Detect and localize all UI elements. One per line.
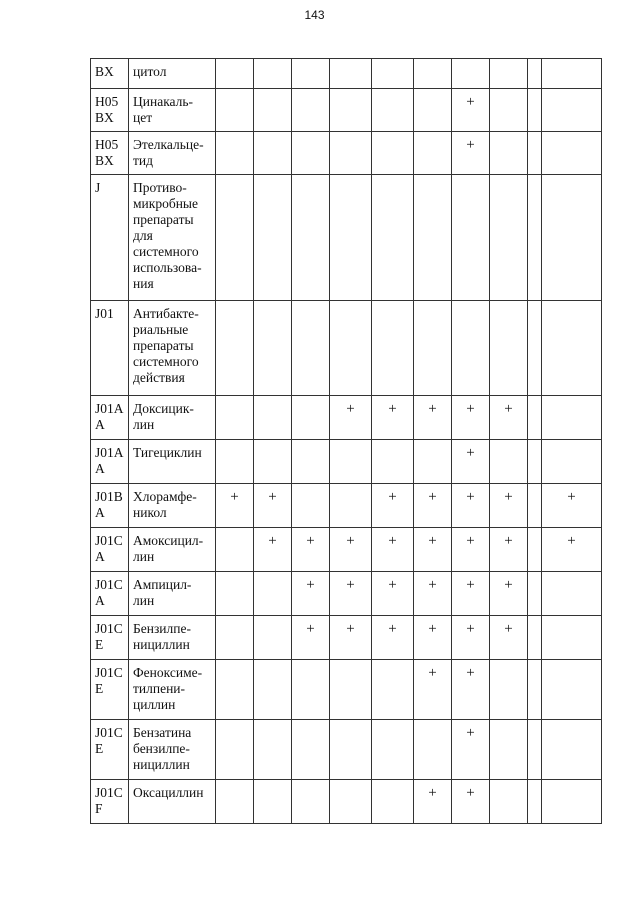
mark-cell: [254, 660, 292, 720]
plus-mark: +: [346, 621, 355, 637]
mark-cell: [292, 572, 330, 616]
plus-mark: +: [230, 489, 239, 505]
mark-cell: [528, 440, 542, 484]
drug-name-cell: [129, 175, 216, 301]
mark-cell: [542, 720, 602, 780]
mark-cell: [452, 720, 490, 780]
mark-cell: [216, 89, 254, 132]
plus-mark: +: [428, 401, 437, 417]
page-number: 143: [304, 8, 325, 22]
table-row: [91, 301, 602, 396]
mark-cell: [528, 720, 542, 780]
atc-code: J01C E: [95, 621, 123, 652]
mark-cell: [330, 396, 372, 440]
atc-code-cell: [91, 660, 129, 720]
atc-drug-table: [90, 58, 602, 824]
mark-cell: [330, 780, 372, 824]
mark-cell: [292, 780, 330, 824]
mark-cell: [542, 616, 602, 660]
drug-name: Феноксиме- тилпени- циллин: [133, 665, 203, 712]
plus-mark: +: [466, 621, 475, 637]
mark-cell: [216, 616, 254, 660]
mark-cell: [490, 89, 528, 132]
mark-cell: [330, 484, 372, 528]
mark-cell: [542, 89, 602, 132]
mark-cell: [490, 484, 528, 528]
mark-cell: [372, 59, 414, 89]
table-row: [91, 440, 602, 484]
mark-cell: [452, 484, 490, 528]
mark-cell: [490, 720, 528, 780]
table-row: [91, 660, 602, 720]
mark-cell: [330, 89, 372, 132]
mark-cell: [372, 175, 414, 301]
mark-cell: [490, 616, 528, 660]
mark-cell: [490, 175, 528, 301]
mark-cell: [372, 780, 414, 824]
mark-cell: [452, 616, 490, 660]
mark-cell: [414, 301, 452, 396]
mark-cell: [216, 440, 254, 484]
drug-name-cell: [129, 89, 216, 132]
mark-cell: [490, 132, 528, 175]
table-body: [91, 59, 602, 824]
drug-name: Тигециклин: [133, 445, 202, 460]
atc-code-cell: [91, 175, 129, 301]
mark-cell: [372, 89, 414, 132]
mark-cell: [330, 59, 372, 89]
mark-cell: [292, 440, 330, 484]
mark-cell: [292, 59, 330, 89]
mark-cell: [490, 528, 528, 572]
mark-cell: [490, 572, 528, 616]
mark-cell: [254, 572, 292, 616]
drug-name-cell: [129, 301, 216, 396]
mark-cell: [330, 132, 372, 175]
table-row: [91, 396, 602, 440]
atc-code: J01: [95, 306, 114, 321]
atc-code: J01C A: [95, 577, 123, 608]
mark-cell: [216, 59, 254, 89]
atc-code: J01A A: [95, 445, 124, 476]
drug-name: Цинакаль- цет: [133, 94, 194, 125]
mark-cell: [414, 59, 452, 89]
mark-cell: [292, 616, 330, 660]
mark-cell: [528, 132, 542, 175]
mark-cell: [372, 484, 414, 528]
mark-cell: [216, 175, 254, 301]
mark-cell: [542, 660, 602, 720]
drug-name: Этелкальце- тид: [133, 137, 204, 168]
atc-code-cell: [91, 396, 129, 440]
drug-name-cell: [129, 59, 216, 89]
mark-cell: [414, 89, 452, 132]
plus-mark: +: [504, 489, 513, 505]
mark-cell: [330, 528, 372, 572]
mark-cell: [292, 132, 330, 175]
mark-cell: [414, 484, 452, 528]
mark-cell: [490, 780, 528, 824]
mark-cell: [372, 301, 414, 396]
table-row: [91, 89, 602, 132]
atc-code: J01A A: [95, 401, 124, 432]
mark-cell: [254, 89, 292, 132]
mark-cell: [254, 440, 292, 484]
atc-code-cell: [91, 528, 129, 572]
mark-cell: [542, 396, 602, 440]
mark-cell: [542, 301, 602, 396]
mark-cell: [372, 572, 414, 616]
mark-cell: [216, 660, 254, 720]
drug-name: Противо- микробные препараты для системного использова- ния: [133, 180, 202, 291]
plus-mark: +: [388, 577, 397, 593]
mark-cell: [490, 660, 528, 720]
mark-cell: [414, 396, 452, 440]
drug-name-cell: [129, 440, 216, 484]
mark-cell: [216, 572, 254, 616]
mark-cell: [528, 572, 542, 616]
plus-mark: +: [567, 533, 576, 549]
mark-cell: [292, 175, 330, 301]
plus-mark: +: [466, 137, 475, 153]
plus-mark: +: [428, 533, 437, 549]
mark-cell: [452, 59, 490, 89]
mark-cell: [254, 720, 292, 780]
mark-cell: [330, 660, 372, 720]
drug-name-cell: [129, 616, 216, 660]
plus-mark: +: [466, 489, 475, 505]
plus-mark: +: [466, 725, 475, 741]
table-row: [91, 780, 602, 824]
atc-code-cell: [91, 59, 129, 89]
plus-mark: +: [268, 489, 277, 505]
mark-cell: [542, 528, 602, 572]
mark-cell: [254, 484, 292, 528]
mark-cell: [452, 89, 490, 132]
atc-code: J01B A: [95, 489, 123, 520]
drug-name-cell: [129, 528, 216, 572]
drug-name-cell: [129, 396, 216, 440]
mark-cell: [292, 660, 330, 720]
mark-cell: [452, 175, 490, 301]
atc-code-cell: [91, 780, 129, 824]
plus-mark: +: [428, 785, 437, 801]
plus-mark: +: [504, 401, 513, 417]
mark-cell: [528, 660, 542, 720]
mark-cell: [216, 301, 254, 396]
mark-cell: [490, 440, 528, 484]
mark-cell: [330, 175, 372, 301]
mark-cell: [452, 440, 490, 484]
mark-cell: [528, 396, 542, 440]
atc-code: BX: [95, 64, 114, 79]
atc-code: J01C E: [95, 725, 123, 756]
plus-mark: +: [466, 533, 475, 549]
atc-code-cell: [91, 572, 129, 616]
plus-mark: +: [428, 577, 437, 593]
drug-name-cell: [129, 660, 216, 720]
mark-cell: [216, 484, 254, 528]
plus-mark: +: [466, 665, 475, 681]
drug-name-cell: [129, 484, 216, 528]
mark-cell: [216, 720, 254, 780]
mark-cell: [330, 572, 372, 616]
atc-code: J01C F: [95, 785, 123, 816]
mark-cell: [528, 616, 542, 660]
mark-cell: [254, 175, 292, 301]
mark-cell: [414, 720, 452, 780]
drug-name-cell: [129, 720, 216, 780]
plus-mark: +: [388, 533, 397, 549]
plus-mark: +: [466, 401, 475, 417]
mark-cell: [414, 175, 452, 301]
mark-cell: [528, 528, 542, 572]
plus-mark: +: [466, 445, 475, 461]
mark-cell: [292, 484, 330, 528]
mark-cell: [372, 660, 414, 720]
drug-name: Бензатина бензилпе- нициллин: [133, 725, 192, 772]
plus-mark: +: [306, 533, 315, 549]
drug-name: Антибакте- риальные препараты системного действия: [133, 306, 199, 385]
mark-cell: [216, 528, 254, 572]
mark-cell: [452, 301, 490, 396]
mark-cell: [330, 720, 372, 780]
mark-cell: [414, 616, 452, 660]
mark-cell: [254, 301, 292, 396]
mark-cell: [452, 660, 490, 720]
mark-cell: [528, 780, 542, 824]
mark-cell: [490, 59, 528, 89]
plus-mark: +: [466, 785, 475, 801]
plus-mark: +: [428, 489, 437, 505]
mark-cell: [372, 720, 414, 780]
mark-cell: [216, 780, 254, 824]
plus-mark: +: [466, 94, 475, 110]
mark-cell: [216, 396, 254, 440]
mark-cell: [452, 528, 490, 572]
mark-cell: [292, 396, 330, 440]
mark-cell: [330, 616, 372, 660]
mark-cell: [452, 572, 490, 616]
table-row: [91, 484, 602, 528]
plus-mark: +: [388, 621, 397, 637]
mark-cell: [528, 89, 542, 132]
atc-code-cell: [91, 484, 129, 528]
drug-name-cell: [129, 572, 216, 616]
atc-code-cell: [91, 132, 129, 175]
atc-code-cell: [91, 616, 129, 660]
mark-cell: [542, 572, 602, 616]
drug-name: Ампицил- лин: [133, 577, 192, 608]
plus-mark: +: [428, 665, 437, 681]
plus-mark: +: [306, 621, 315, 637]
mark-cell: [542, 59, 602, 89]
plus-mark: +: [346, 401, 355, 417]
mark-cell: [254, 616, 292, 660]
mark-cell: [542, 780, 602, 824]
mark-cell: [292, 720, 330, 780]
drug-name: Доксицик- лин: [133, 401, 194, 432]
plus-mark: +: [466, 577, 475, 593]
drug-name: Хлорамфе- никол: [133, 489, 197, 520]
mark-cell: [254, 528, 292, 572]
table-row: [91, 528, 602, 572]
mark-cell: [372, 132, 414, 175]
mark-cell: [372, 616, 414, 660]
plus-mark: +: [428, 621, 437, 637]
table-row: [91, 616, 602, 660]
mark-cell: [490, 301, 528, 396]
mark-cell: [254, 59, 292, 89]
table-row: [91, 59, 602, 89]
mark-cell: [254, 132, 292, 175]
mark-cell: [292, 528, 330, 572]
atc-code-cell: [91, 89, 129, 132]
mark-cell: [414, 572, 452, 616]
atc-code: J01C A: [95, 533, 123, 564]
mark-cell: [292, 89, 330, 132]
drug-name: Оксациллин: [133, 785, 204, 800]
drug-name: Амоксицил- лин: [133, 533, 204, 564]
plus-mark: +: [346, 577, 355, 593]
mark-cell: [414, 528, 452, 572]
mark-cell: [528, 175, 542, 301]
mark-cell: [542, 440, 602, 484]
atc-code-cell: [91, 720, 129, 780]
plus-mark: +: [504, 533, 513, 549]
drug-name-cell: [129, 780, 216, 824]
atc-code: H05 BX: [95, 94, 119, 125]
mark-cell: [414, 780, 452, 824]
drug-name-cell: [129, 132, 216, 175]
mark-cell: [452, 132, 490, 175]
mark-cell: [330, 301, 372, 396]
mark-cell: [414, 132, 452, 175]
table-row: [91, 175, 602, 301]
plus-mark: +: [346, 533, 355, 549]
mark-cell: [254, 396, 292, 440]
mark-cell: [528, 301, 542, 396]
mark-cell: [528, 59, 542, 89]
mark-cell: [372, 440, 414, 484]
plus-mark: +: [306, 577, 315, 593]
table-row: [91, 572, 602, 616]
drug-name: Бензилпе- нициллин: [133, 621, 191, 652]
atc-code: J01C E: [95, 665, 123, 696]
mark-cell: [542, 132, 602, 175]
mark-cell: [372, 528, 414, 572]
atc-code-cell: [91, 301, 129, 396]
plus-mark: +: [567, 489, 576, 505]
mark-cell: [216, 132, 254, 175]
mark-cell: [372, 396, 414, 440]
plus-mark: +: [504, 621, 513, 637]
plus-mark: +: [268, 533, 277, 549]
mark-cell: [414, 440, 452, 484]
atc-code: H05 BX: [95, 137, 119, 168]
mark-cell: [542, 484, 602, 528]
mark-cell: [414, 660, 452, 720]
drug-name: цитол: [133, 64, 167, 79]
mark-cell: [254, 780, 292, 824]
mark-cell: [490, 396, 528, 440]
table-row: [91, 132, 602, 175]
plus-mark: +: [388, 489, 397, 505]
mark-cell: [528, 484, 542, 528]
atc-code: J: [95, 180, 101, 195]
plus-mark: +: [388, 401, 397, 417]
mark-cell: [292, 301, 330, 396]
plus-mark: +: [504, 577, 513, 593]
table-row: [91, 720, 602, 780]
mark-cell: [330, 440, 372, 484]
atc-code-cell: [91, 440, 129, 484]
mark-cell: [452, 780, 490, 824]
mark-cell: [452, 396, 490, 440]
mark-cell: [542, 175, 602, 301]
